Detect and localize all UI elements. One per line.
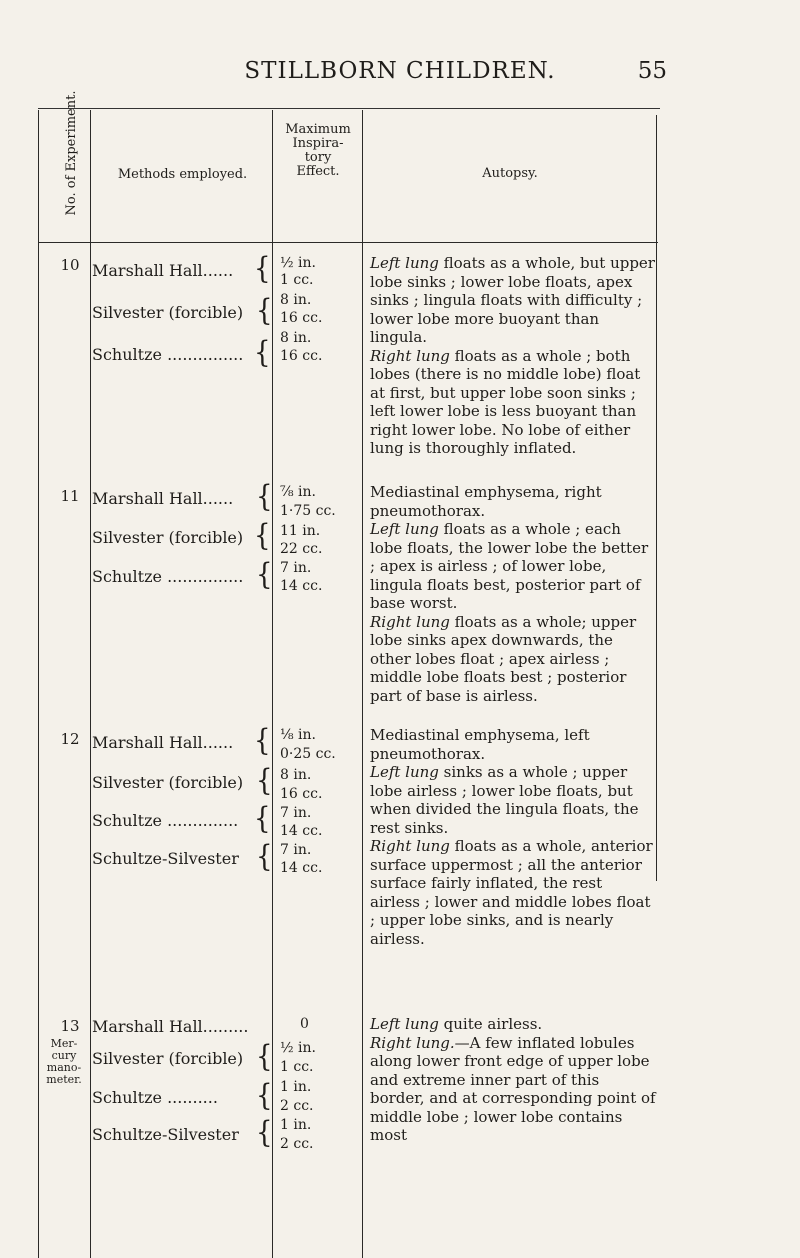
method-label: Silvester (forcible) <box>92 773 244 792</box>
value-inches: 8 in. <box>280 330 312 346</box>
value-cc: 2 cc. <box>280 1136 314 1152</box>
value-cc: 14 cc. <box>280 860 323 876</box>
method-label: Marshall Hall...... <box>92 489 234 508</box>
brace: { <box>254 518 271 554</box>
col-head-methods: Methods employed. <box>117 167 248 182</box>
value-inches: 7 in. <box>280 560 312 576</box>
experiment-number: 13 <box>60 1017 80 1035</box>
method-label: Schultze ............... <box>92 345 244 364</box>
col-head-max-effect: Maximum Inspira- tory Effect. <box>285 122 351 179</box>
value-inches: ⅞ in. <box>280 484 316 500</box>
value-cc: 16 cc. <box>280 348 323 364</box>
value-inches: 0 <box>300 1016 309 1032</box>
method-label: Marshall Hall...... <box>92 261 234 280</box>
value-cc: 1 cc. <box>280 272 314 288</box>
brace: { <box>256 839 273 875</box>
brace: { <box>256 479 273 515</box>
brace: { <box>256 1039 273 1075</box>
experiment-number: 11 <box>60 487 80 505</box>
experiment-note: Mer- cury mano- meter. <box>46 1037 82 1086</box>
method-label: Silvester (forcible) <box>92 1049 244 1068</box>
brace: { <box>256 1078 273 1114</box>
running-title: STILLBORN CHILDREN. <box>244 58 556 84</box>
value-inches: ½ in. <box>280 1040 316 1056</box>
autopsy-entry: Left lung quite airless. Right lung.—A few inflated lobules along lower front edge of upper lobe and extreme inner part of this border, and at corresponding point of middle lobe ; lower lobe contains most <box>370 1015 656 1144</box>
value-cc: 1·75 cc. <box>280 503 336 519</box>
autopsy-entry: Mediastinal emphysema, right pneumothorax. Left lung floats as a whole ; each lobe floats, the lower lobe the better ; apex is airless ; of lower lobe, lingula floats best, posterior part of base worst. Right lung floats as a whole; upper lobe sinks apex downwards, the other lobes float ; apex airless ; middle lobe floats best ; posterior part of base is airless. <box>370 483 649 705</box>
value-inches: ½ in. <box>280 255 316 271</box>
col-head-autopsy: Autopsy. <box>482 166 538 181</box>
value-cc: 1 cc. <box>280 1059 314 1075</box>
value-cc: 16 cc. <box>280 310 323 326</box>
autopsy-entry: Mediastinal emphysema, left pneumothorax. Left lung sinks as a whole ; upper lobe airless ; lower lobe floats, but when divided the lingula floats, the rest sinks. Right lung floats as a whole, anterior surface uppermost ; all the anterior surface fairly inflated, the rest airless ; lower and middle lobes float ; upper lobe sinks, and is nearly airless. <box>370 726 653 948</box>
method-label: Marshall Hall...... <box>92 733 234 752</box>
column-rule-3 <box>362 110 363 1258</box>
experiment-number: 12 <box>60 730 80 748</box>
value-inches: 1 in. <box>280 1079 312 1095</box>
brace: { <box>254 801 271 837</box>
value-inches: 11 in. <box>280 523 321 539</box>
autopsy-entry: Left lung floats as a whole, but upper lobe sinks ; lower lobe floats, apex sinks ; lingula floats with difficulty ; lower lobe more buoyant than lingula. Right lung floats as a whole ; both lobes (there is no middle lobe) float at first, but upper lobe soon sinks ; left lower lobe is less buoyant than right lower lobe. No lobe of either lung is thoroughly inflated. <box>370 254 655 457</box>
brace: { <box>256 763 273 799</box>
value-cc: 0·25 cc. <box>280 746 336 762</box>
value-inches: 8 in. <box>280 767 312 783</box>
value-inches: 8 in. <box>280 292 312 308</box>
method-label: Schultze .......... <box>92 1088 218 1107</box>
brace: { <box>254 251 271 287</box>
method-label: Schultze ............... <box>92 567 244 586</box>
table-right-rule <box>656 115 657 881</box>
page-number: 55 <box>637 58 667 84</box>
column-rule-1 <box>90 110 91 1258</box>
value-inches: 7 in. <box>280 805 312 821</box>
brace: { <box>254 723 271 759</box>
brace: { <box>256 1115 273 1151</box>
value-cc: 16 cc. <box>280 786 323 802</box>
method-label: Silvester (forcible) <box>92 528 244 547</box>
value-inches: 7 in. <box>280 842 312 858</box>
brace: { <box>256 557 273 593</box>
table-left-rule <box>38 110 39 1258</box>
method-label: Schultze .............. <box>92 811 239 830</box>
brace: { <box>256 293 273 329</box>
value-cc: 14 cc. <box>280 578 323 594</box>
value-cc: 22 cc. <box>280 541 323 557</box>
method-label: Schultze-Silvester <box>92 849 239 868</box>
value-inches: 1 in. <box>280 1117 312 1133</box>
value-inches: ⅛ in. <box>280 727 316 743</box>
brace: { <box>254 335 271 371</box>
table-top-rule <box>38 108 660 109</box>
value-cc: 14 cc. <box>280 823 323 839</box>
method-label: Marshall Hall......... <box>92 1017 249 1036</box>
experiment-number: 10 <box>60 256 80 274</box>
col-head-experiment: No. of Experiment. <box>64 90 79 216</box>
value-cc: 2 cc. <box>280 1098 314 1114</box>
method-label: Silvester (forcible) <box>92 303 244 322</box>
method-label: Schultze-Silvester <box>92 1125 239 1144</box>
header-bottom-rule <box>38 242 658 243</box>
